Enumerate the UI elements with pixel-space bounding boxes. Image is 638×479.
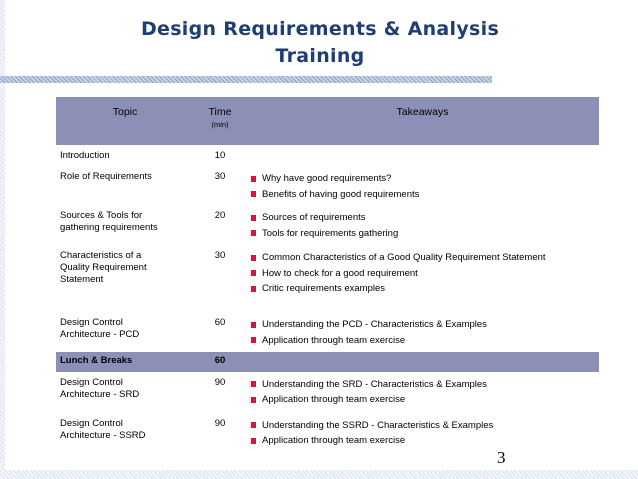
topic-line: Statement [60, 274, 104, 285]
bottom-decorative-strip [0, 470, 638, 479]
header-takeaways: Takeaways [246, 97, 599, 145]
table-header-row [56, 97, 599, 145]
takeaway-list [250, 171, 595, 202]
table-row [56, 413, 599, 449]
takeaway-item [250, 187, 595, 203]
cell-time: 60 [214, 317, 226, 328]
lunch-empty-cell [246, 351, 599, 372]
bullet-square-icon [251, 397, 256, 403]
takeaway-text: Understanding the SSRD - Characteristics & Examples [262, 419, 494, 431]
bullet-square-icon [251, 215, 256, 221]
bullet-square-icon [251, 255, 256, 261]
lunch-label: Lunch & Breaks [56, 351, 194, 372]
cell-topic [56, 372, 194, 413]
bullet-square-icon [251, 438, 256, 444]
header-topic: Topic [56, 97, 194, 145]
topic-line: Architecture - SRD [60, 388, 140, 400]
takeaway-item [250, 418, 595, 434]
cell-takeaways [246, 372, 599, 413]
topic-line: Design Control [60, 417, 123, 429]
takeaway-text: Understanding the PCD - Characteristics & Examples [262, 319, 487, 330]
takeaway-list [250, 418, 595, 449]
cell-takeaways [246, 145, 599, 166]
topic-line: gathering requirements [60, 222, 158, 233]
agenda-body [56, 145, 599, 449]
header-time [194, 97, 246, 145]
cell-topic [56, 166, 194, 205]
takeaway-item [250, 281, 595, 297]
takeaway-item [250, 226, 595, 242]
lunch-row [56, 351, 599, 372]
cell-topic [56, 245, 194, 312]
topic-line: Architecture - SSRD [60, 429, 146, 441]
cell-takeaways [246, 166, 599, 205]
topic-line: Design Control [60, 376, 123, 388]
cell-time: 90 [214, 417, 226, 429]
cell-time: 90 [214, 376, 226, 388]
takeaway-item [250, 433, 595, 449]
takeaway-list [250, 210, 595, 241]
table-row [56, 372, 599, 413]
takeaway-text: Understanding the SRD - Characteristics & Examples [262, 378, 487, 390]
topic-line: Sources & Tools for [60, 210, 143, 221]
topic-line: Role of Requirements [60, 171, 152, 182]
takeaway-text: Benefits of having good requirements [262, 188, 420, 200]
takeaway-item [250, 317, 595, 333]
cell-time: 30 [214, 250, 226, 261]
bullet-square-icon [251, 322, 256, 328]
cell-time: 10 [214, 150, 226, 161]
bullet-square-icon [251, 286, 256, 292]
cell-time: 20 [214, 210, 226, 221]
cell-topic [56, 312, 194, 351]
cell-topic [56, 413, 194, 449]
bullet-square-icon [251, 270, 256, 276]
cell-takeaways [246, 245, 599, 312]
table-row [56, 312, 599, 351]
bullet-square-icon [251, 191, 256, 197]
takeaway-item [250, 377, 595, 393]
takeaway-item [250, 210, 595, 226]
bullet-square-icon [251, 176, 256, 182]
agenda-table [56, 97, 599, 449]
table-row [56, 245, 599, 312]
takeaway-item [250, 250, 595, 266]
title-line-1: Design Requirements & Analysis [140, 18, 500, 40]
takeaway-text: Sources of requirements [262, 212, 366, 223]
takeaway-list [250, 317, 595, 348]
header-time-unit: (min) [211, 120, 229, 129]
takeaway-text: Application through team exercise [262, 334, 406, 346]
bullet-square-icon [251, 381, 256, 387]
topic-line: Quality Requirement [60, 262, 147, 273]
page-number: 3 [497, 448, 506, 467]
takeaway-item [250, 266, 595, 282]
cell-topic [56, 145, 194, 166]
slide-title [60, 16, 580, 70]
title-line-2: Training [275, 45, 365, 67]
cell-takeaways [246, 205, 599, 245]
table-row [56, 205, 599, 245]
takeaway-text: Tools for requirements gathering [262, 227, 399, 239]
topic-line: Design Control [60, 317, 123, 328]
lunch-time: 60 [194, 351, 246, 372]
bullet-square-icon [251, 422, 256, 428]
topic-line: Characteristics of a [60, 250, 142, 261]
takeaway-list [250, 250, 595, 297]
takeaway-text: Critic requirements examples [262, 283, 386, 294]
title-underline-bar [0, 76, 492, 83]
topic-line: Introduction [60, 150, 110, 161]
takeaway-list [250, 377, 595, 408]
takeaway-item [250, 392, 595, 408]
takeaway-text: Application through team exercise [262, 394, 406, 405]
table-row [56, 145, 599, 166]
topic-line: Architecture - PCD [60, 329, 140, 340]
cell-takeaways [246, 413, 599, 449]
takeaway-text: Common Characteristics of a Good Quality Requirement Statement [262, 252, 546, 263]
takeaway-text: Why have good requirements? [262, 173, 392, 184]
cell-time: 30 [214, 171, 226, 182]
takeaway-text: How to check for a good requirement [262, 267, 418, 279]
left-decorative-strip [0, 0, 5, 479]
cell-topic [56, 205, 194, 245]
takeaway-item [250, 171, 595, 187]
takeaway-text: Application through team exercise [262, 435, 406, 446]
bullet-square-icon [251, 337, 256, 343]
takeaway-item [250, 333, 595, 349]
table-row [56, 166, 599, 205]
cell-takeaways [246, 312, 599, 351]
header-time-label: Time [208, 106, 232, 118]
bullet-square-icon [251, 230, 256, 236]
